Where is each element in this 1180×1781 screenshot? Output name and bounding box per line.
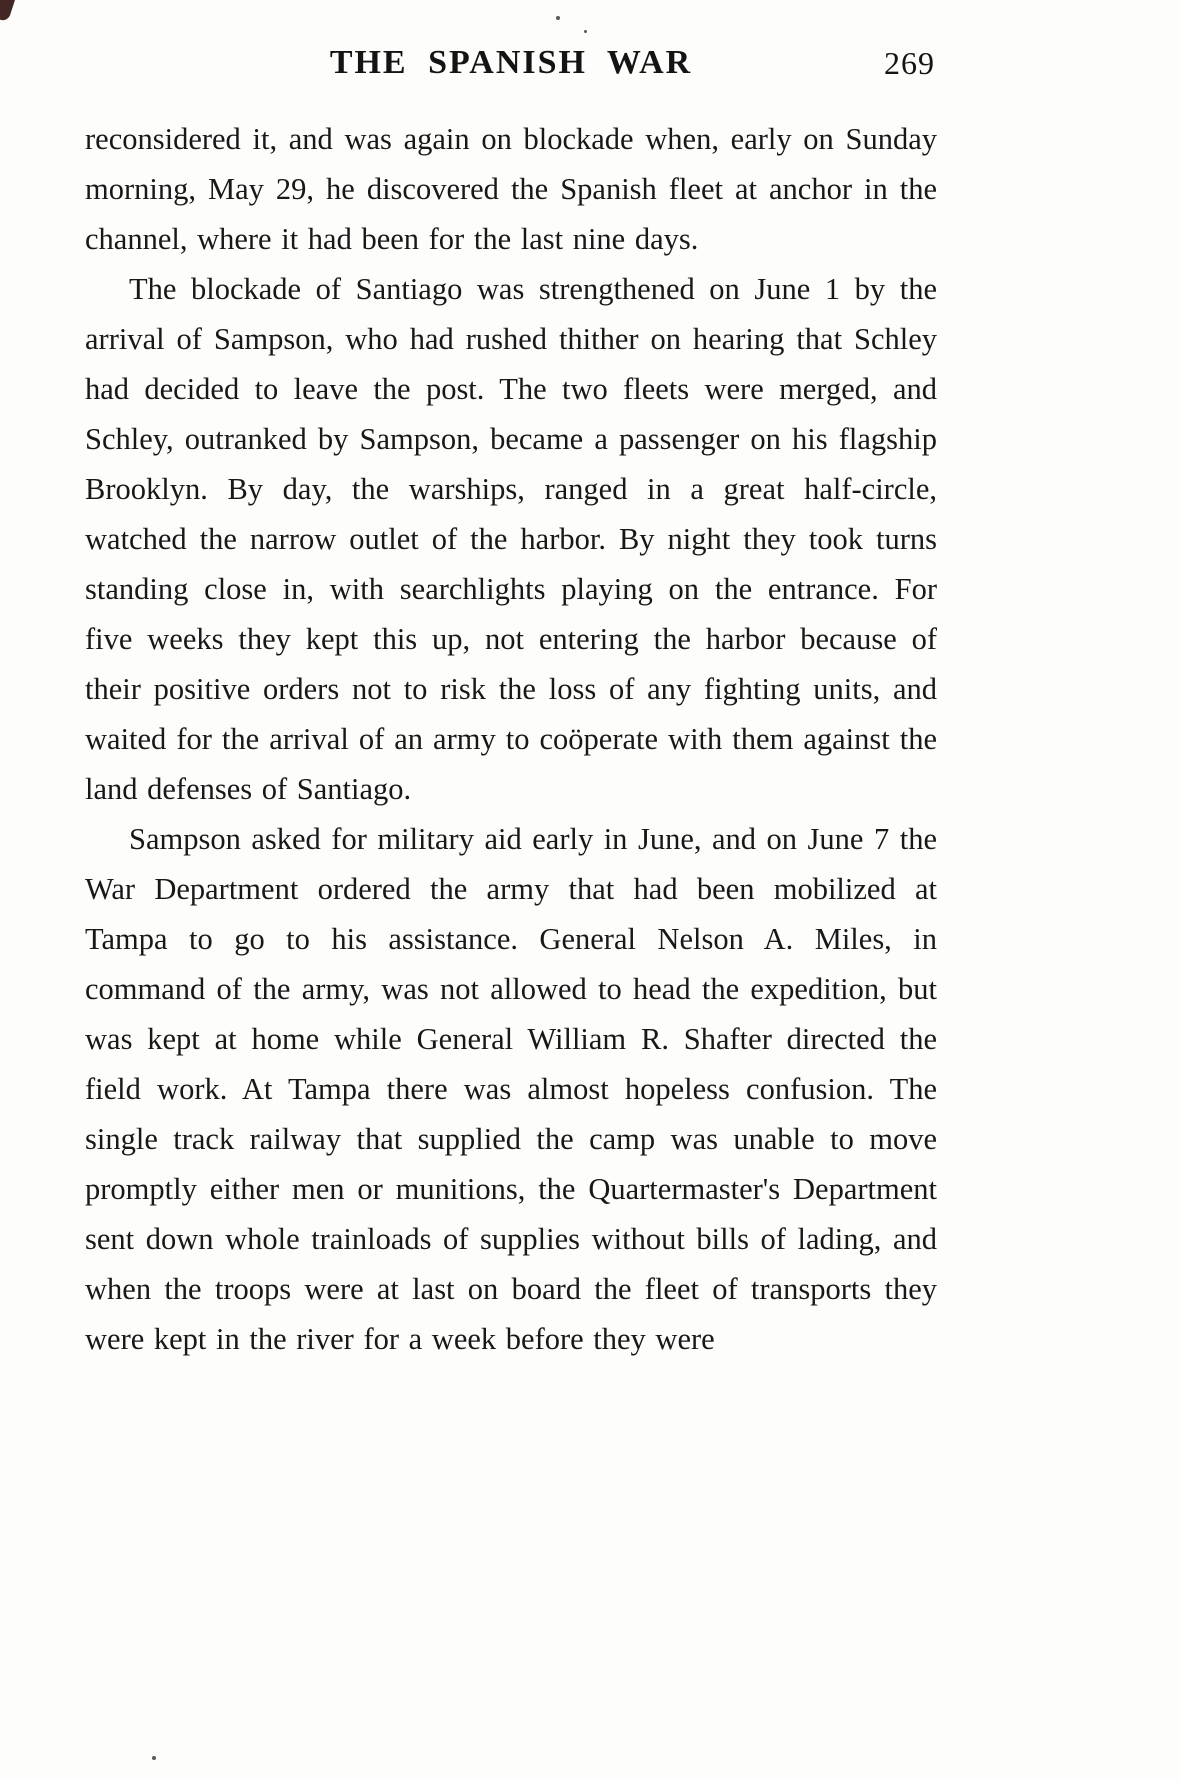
page-header	[85, 44, 937, 100]
page-body	[85, 114, 937, 1364]
page-number: 269	[884, 45, 935, 81]
scan-artifact-corner	[0, 0, 17, 22]
paragraph: The blockade of Santiago was strengthened on June 1 by the arrival of Sampson, who had rushed thither on hearing that Schley had decided to leave the post. The two fleets were merged, and Schley, outranked by Sampson, became a passenger on his flagship Brooklyn. By day, the warships, ranged in a great half-circle, watched the narrow outlet of the harbor. By night they took turns standing close in, with searchlights playing on the entrance. For five weeks they kept this up, not entering the harbor because of their positive orders not to risk the loss of any fighting units, and waited for the arrival of an army to coöperate with them against the land defenses of Santiago.	[85, 272, 937, 806]
paragraph: Sampson asked for military aid early in June, and on June 7 the War Department ordered the army that had been mobilized at Tampa to go to his assistance. General Nelson A. Miles, in command of the army, was not allowed to head the expedition, but was kept at home while General William R. Shafter directed the field work. At Tampa there was almost hopeless confusion. The single track railway that supplied the camp was unable to move promptly either men or munitions, the Quartermaster's Department sent down whole trainloads of supplies without bills of lading, and when the troops were at last on board the fleet of transports they were kept in the river for a week before they were	[85, 822, 937, 1356]
paragraph: reconsidered it, and was again on blockade when, early on Sunday morning, May 29, he discovered the Spanish fleet at anchor in the channel, where it had been for the last nine days.	[85, 122, 937, 256]
scan-artifact-dot	[584, 30, 587, 33]
scan-artifact-dot	[556, 16, 560, 20]
scan-artifact-dot	[152, 1756, 156, 1760]
text-column	[85, 44, 937, 1364]
running-title: THE SPANISH WAR	[329, 44, 693, 81]
